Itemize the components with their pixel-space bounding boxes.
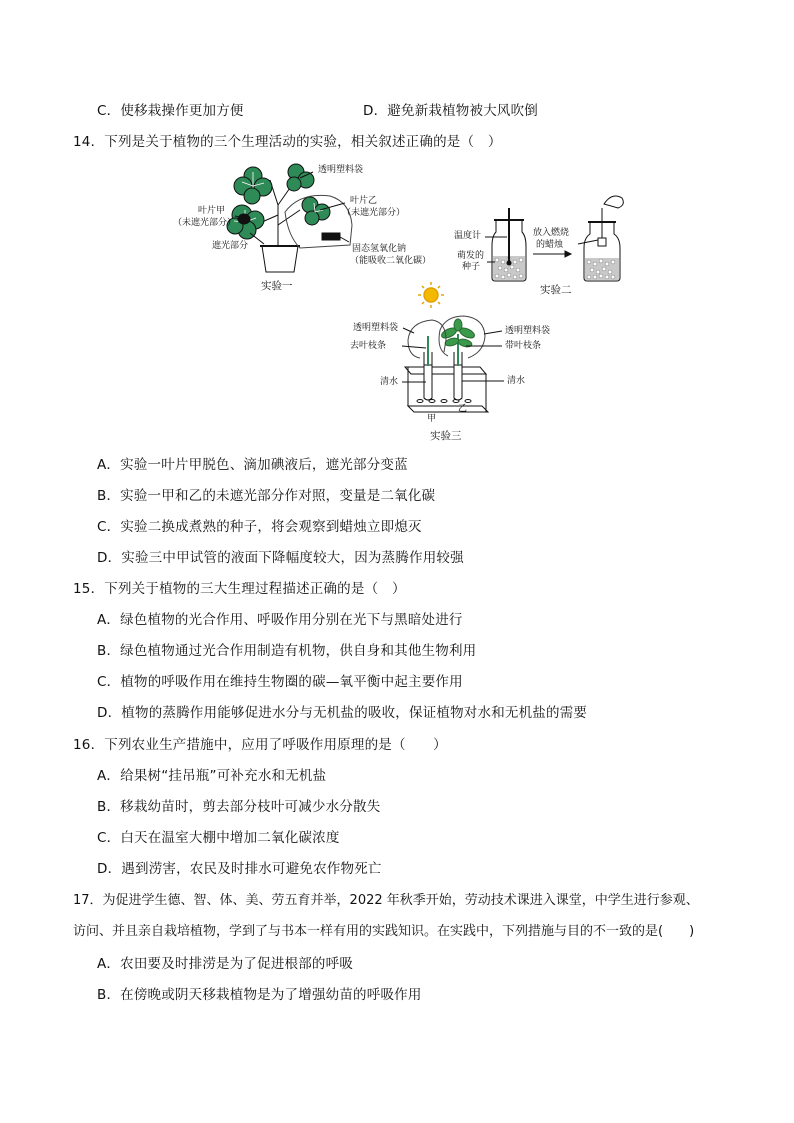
exp2-candle-label-2: 的蜡烛 <box>536 240 564 250</box>
exp1-shade-label: 遮光部分 <box>212 241 249 251</box>
q17-stem-line-1: 17．为促进学生德、智、体、美、劳五育并举，2022 年秋季开始，劳动技术课进入课堂，中学生进行参观、 <box>73 893 699 908</box>
exp2-seeds-label: 萌发的 <box>457 251 485 261</box>
q13-option-d: D．避免新栽植物被大风吹倒 <box>363 103 538 119</box>
exp3-water-right-label: 清水 <box>507 376 526 386</box>
exp3-caption: 实验三 <box>430 430 462 442</box>
exp2-caption: 实验二 <box>540 284 572 296</box>
q14-option-b: B．实验一甲和乙的未遮光部分作对照，变量是二氧化碳 <box>97 488 436 504</box>
sun-icon <box>418 282 444 308</box>
exp3-tube-a-label: 甲 <box>427 414 437 424</box>
q15-option-a: A．绿色植物的光合作用、呼吸作用分别在光下与黑暗处进行 <box>97 612 463 628</box>
exp3-leafy-label: 带叶枝条 <box>505 341 542 351</box>
q15-option-c: C．植物的呼吸作用在维持生物圈的碳—氧平衡中起主要作用 <box>97 674 463 690</box>
exp2-candle-label: 放入燃烧 <box>533 228 570 238</box>
q17-stem-line-2: 访问、并且亲自栽培植物，学到了与书本一样有用的实践知识。在实践中，下列措施与目的不一致的是( ) <box>73 924 695 939</box>
q13-option-c: C．使移栽操作更加方便 <box>97 103 244 119</box>
q16-option-a: A．给果树“挂吊瓶”可补充水和无机盐 <box>97 768 327 784</box>
exp1-leaf-a-note: （未遮光部分） <box>173 218 237 228</box>
q17-option-a: A．农田要及时排涝是为了促进根部的呼吸 <box>97 956 354 972</box>
q14-option-d: D．实验三中甲试管的液面下降幅度较大，因为蒸腾作用较强 <box>97 550 464 566</box>
q15-option-b: B．绿色植物通过光合作用制造有机物，供自身和其他生物利用 <box>97 643 477 659</box>
exp3-bag-left-label: 透明塑料袋 <box>353 323 399 333</box>
exp1-bag-label: 透明塑料袋 <box>318 165 364 175</box>
exp3-water-left-label: 清水 <box>380 377 399 387</box>
exp1-leaf-a-label: 叶片甲 <box>198 206 226 216</box>
exp1-naoh-label: 固态氢氧化钠 <box>352 244 407 254</box>
exp2-thermometer-label: 温度计 <box>454 231 482 241</box>
q14-stem: 14．下列是关于植物的三个生理活动的实验，相关叙述正确的是（ ） <box>73 134 502 150</box>
q16-stem: 16．下列农业生产措施中，应用了呼吸作用原理的是（ ） <box>73 737 447 753</box>
exp3-drawing <box>402 316 504 412</box>
exp1-leaf-b-label: 叶片乙 <box>350 196 378 206</box>
q17-option-b: B．在傍晚或阴天移栽植物是为了增强幼苗的呼吸作用 <box>97 987 422 1003</box>
q16-option-b: B．移栽幼苗时，剪去部分枝叶可减少水分散失 <box>97 799 381 815</box>
q16-option-c: C．白天在温室大棚中增加二氧化碳浓度 <box>97 830 340 846</box>
q15-stem: 15．下列关于植物的三大生理过程描述正确的是（ ） <box>73 581 406 597</box>
exp3-leafless-label: 去叶枝条 <box>350 341 387 351</box>
q14-option-a: A．实验一叶片甲脱色、滴加碘液后，遮光部分变蓝 <box>97 457 408 473</box>
q15-option-d: D．植物的蒸腾作用能够促进水分与无机盐的吸收，保证植物对水和无机盐的需要 <box>97 705 588 721</box>
exp1-naoh-note: （能吸收二氧化碳） <box>350 256 432 266</box>
q14-option-c: C．实验二换成煮熟的种子，将会观察到蜡烛立即熄灭 <box>97 519 422 535</box>
exp1-leaf-b-note: （未遮光部分） <box>342 208 406 218</box>
exp2-seeds-label-2: 种子 <box>462 262 481 272</box>
exp1-drawing <box>227 164 352 272</box>
exp1-caption: 实验一 <box>261 280 293 292</box>
exp3-tube-b-label: 乙 <box>458 404 468 414</box>
q16-option-d: D．遇到涝害，农民及时排水可避免农作物死亡 <box>97 861 382 877</box>
exp3-bag-right-label: 透明塑料袋 <box>505 326 551 336</box>
